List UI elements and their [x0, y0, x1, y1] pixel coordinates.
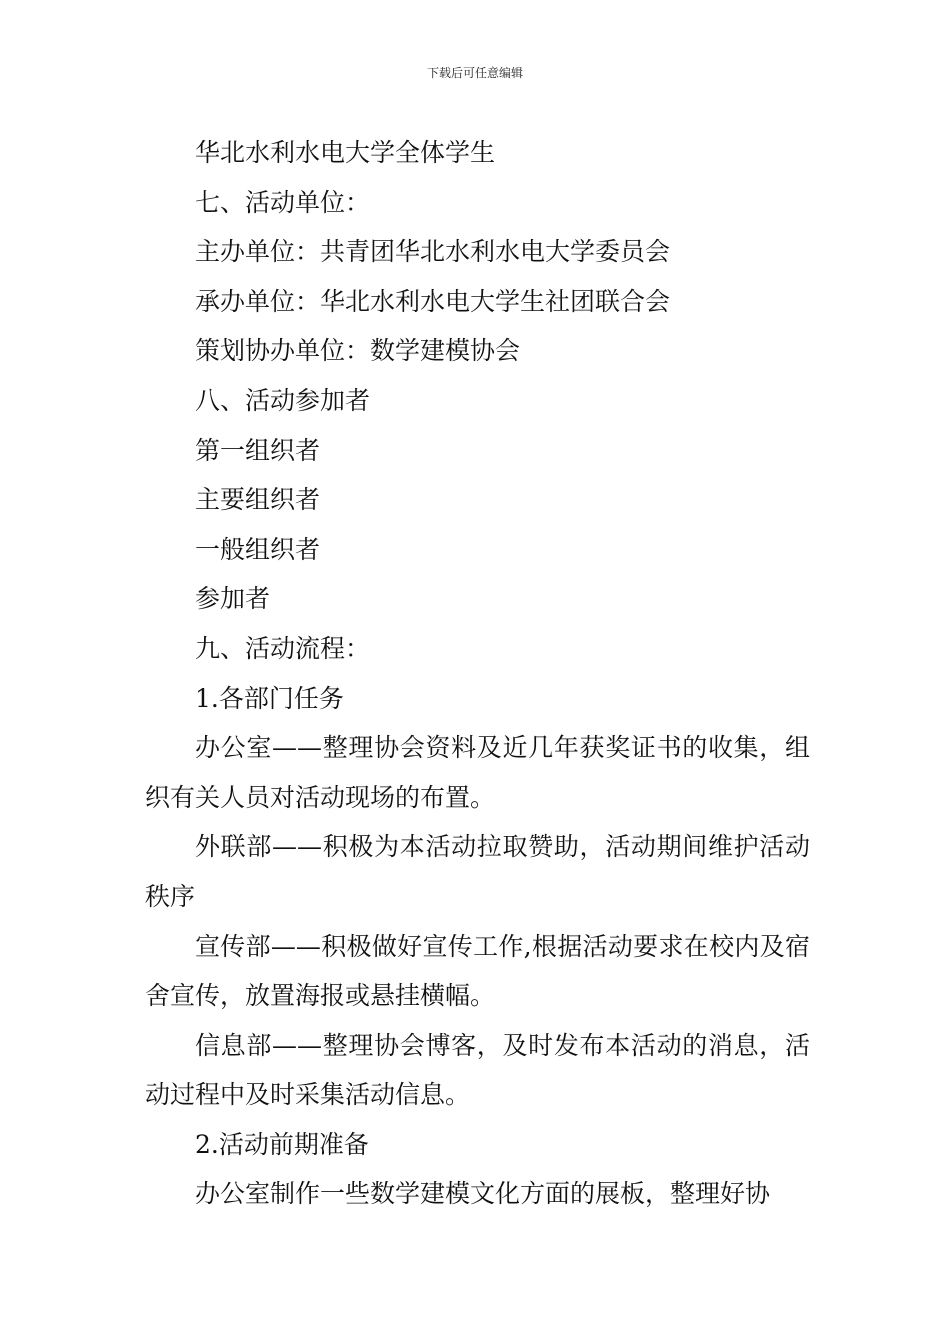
subsection-heading: 2.活动前期准备: [195, 1129, 369, 1159]
paragraph: 承办单位：华北水利水电大学生社团联合会: [195, 286, 671, 316]
section-heading: 七、活动单位：: [195, 187, 371, 217]
subsection-heading: 1.各部门任务: [195, 683, 344, 713]
list-item: 参加者: [195, 584, 271, 614]
paragraph: 信息部——整理协会博客，及时发布本活动的消息，活动过程中及时采集活动信息。: [145, 1030, 810, 1110]
paragraph: 办公室制作一些数学建模文化方面的展板，整理好协: [195, 1179, 771, 1209]
paragraph: 外联部——积极为本活动拉取赞助，活动期间维护活动秩序: [145, 832, 810, 911]
section-heading: 九、活动流程：: [195, 633, 371, 663]
document-body: [145, 128, 810, 1219]
section-heading: 八、活动参加者: [195, 385, 371, 415]
list-item: 一般组织者: [195, 534, 321, 564]
list-item: 主要组织者: [195, 485, 321, 515]
paragraph: 主办单位：共青团华北水利水电大学委员会: [195, 237, 671, 267]
page-header: 下载后可任意编辑: [426, 66, 523, 80]
paragraph: 华北水利水电大学全体学生: [195, 138, 496, 167]
paragraph: 办公室——整理协会资料及近几年获奖证书的收集，组织有关人员对活动现场的布置。: [145, 733, 810, 812]
list-item: 第一组织者: [195, 435, 321, 465]
paragraph: 宣传部——积极做好宣传工作,根据活动要求在校内及宿舍宣传，放置海报或悬挂横幅。: [145, 931, 810, 1011]
paragraph: 策划协办单位：数学建模协会: [195, 336, 521, 366]
